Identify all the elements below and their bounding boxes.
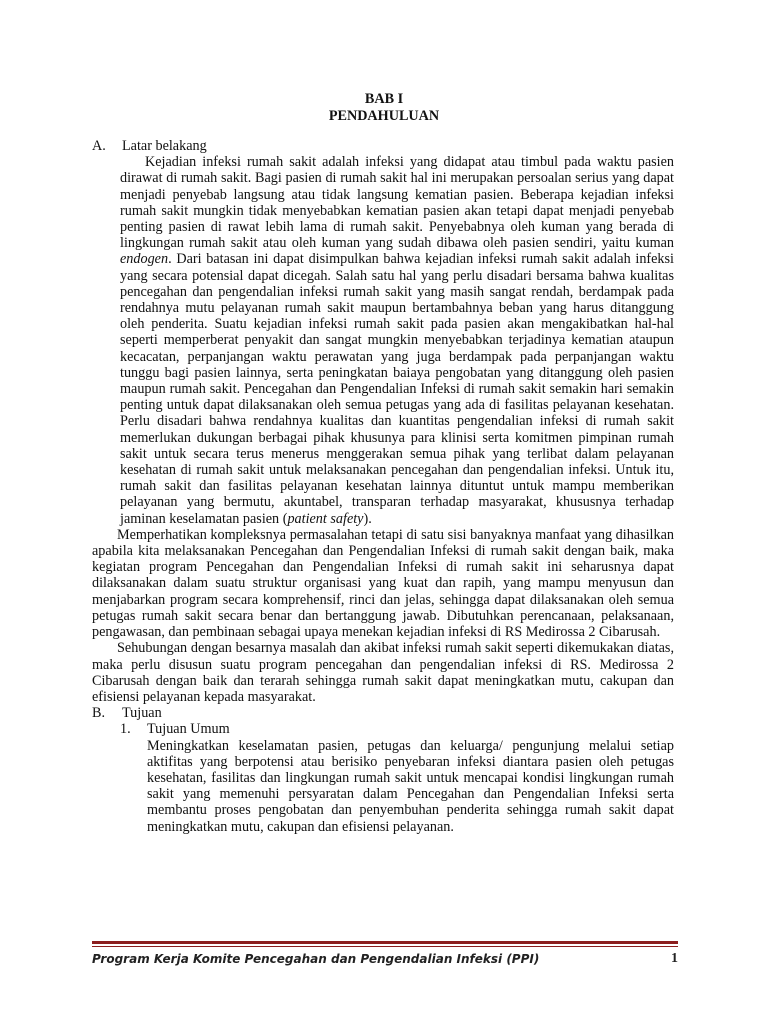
chapter-number: BAB I <box>364 91 404 107</box>
section-a-label: A. <box>92 138 106 154</box>
paragraph-1-part-c: ). <box>363 510 372 527</box>
paragraph-3: Sehubungan dengan besarnya masalah dan akibat infeksi rumah sakit seperti dikemukakan diatas, maka perlu disusun suatu program pencegahan dan pengendalian infeksi di RS. Medirossa 2 Cibarusah dengan baik dan terarah sehingga rumah sakit dapat meningkatkan mutu, cakupan dan efisiensi pelayanan kepada masyarakat. <box>92 640 674 705</box>
section-b-label: B. <box>92 705 106 722</box>
section-b-title: Tujuan <box>122 705 162 722</box>
paragraph-1-italic-term: endogen <box>120 251 169 268</box>
section-a-heading <box>92 138 674 154</box>
section-b-heading <box>92 705 674 721</box>
paragraph-1-part-b: . Dari batasan ini dapat disimpulkan bahwa kejadian infeksi rumah sakit adalah infeksi yang secara potensial dapat dicegah. Salah satu hal yang perlu disadari bersama bahwa kualitas pencegahan dan pengendalian infeksi rumah sakit yang masih sangat rendah, berdampak pada rendahnya mutu pelayanan rumah sakit maupun bertambahnya beban yang harus ditanggung oleh penderita. Suatu kejadian infeksi rumah sakit pada pasien akan mengakibatkan hal-hal seperti memperberat penyakit dan sangat mungkin menyebabkan terjadinya kematian ataupun kecacatan, perpanjangan waktu perawatan yang juga berdampak pada perpanjangan waktu tunggu bagi pasien lainnya, serta peningkatan baiaya pengobatan yang ditanggung oleh pasien maupun rumah sakit. Pencegahan dan Pengendalian Infeksi di rumah sakit semakin hari semakin penting untuk dapat dilaksanakan oleh semua petugas yang ada di fasilitas pelayanan kesehatan. Perlu disadari bahwa rendahnya kualitas dan kuantitas pengendalian infeksi di rumah sakit memerlukan dukungan berbagai pihak khusunya para klinisi serta komitmen pimpinan rumah sakit untuk secara terus menerus menggerakan semua pihak yang terlibat dalam pelayanan kesehatan di rumah sakit untuk melaksanakan pencegahan dan pengendalian infeksi. Untuk itu, rumah sakit dan fasilitas pelayanan kesehatan lainnya dituntut untuk mampu memberikan pelayanan yang bermutu, akuntabel, transparan terhadap masyarakat, khususnya terhadap jaminan keselamatan pasien ( <box>120 251 674 527</box>
item-1-title: Tujuan Umum <box>147 721 230 738</box>
page-footer <box>92 951 678 967</box>
page-number: 1 <box>671 951 678 966</box>
paragraph-1 <box>120 154 674 527</box>
chapter-title-block <box>0 91 768 125</box>
item-1-text: Meningkatkan keselamatan pasien, petugas dan keluarga/ pengunjung melalui setiap aktifitas yang berpotensi atau berisiko penyebaran infeksi diantara pasien oleh petugas kesehatan, fasilitas dan lingkungan rumah sakit untuk mencapai kondisi lingkungan rumah sakit yang memenuhi persyaratan dalam Pencegahan dan Pengendalian Infeksi serta membantu proses pengobatan dan penyembuhan penderita sehingga rumah sakit dapat meningkatkan mutu, cakupan dan efisiensi pelayanan. <box>147 737 674 835</box>
document-body <box>92 138 674 835</box>
item-1-heading <box>120 721 674 737</box>
section-a-title: Latar belakang <box>122 138 207 154</box>
footer-rule-thick <box>92 941 678 944</box>
footer-title: Program Kerja Komite Pencegahan dan Pengendalian Infeksi (PPI) <box>92 952 540 966</box>
paragraph-1-italic-term-2: patient safety <box>287 510 364 527</box>
paragraph-2: Memperhatikan kompleksnya permasalahan tetapi di satu sisi banyaknya manfaat yang dihasilkan apabila kita melaksanakan Pencegahan dan Pengendalian Infeksi di rumah sakit dengan baik, maka kegiatan program Pencegahan dan Pengendalian Infeksi di rumah sakit ini seharusnya dapat dilaksanakan dalam suatu struktur organisasi yang kuat dan rapih, yang mampu menyusun dan menjabarkan program secara komprehensif, rinci dan jelas, sehingga dapat dilaksanakan oleh semua petugas rumah sakit secara benar dan bertanggung jawab. Dibutuhkan perencanaan, pelaksanaan, pengawasan, dan pembinaan sebagai upaya menekan kejadian infeksi di RS Medirossa 2 Cibarusah. <box>92 526 674 641</box>
paragraph-1-part-a: Kejadian infeksi rumah sakit adalah infeksi yang didapat atau timbul pada waktu pasien dirawat di rumah sakit. Bagi pasien di rumah sakit hal ini merupakan persoalan serius yang dapat menjadi penyebab langsung atau tidak langsung kematian pasien. Beberapa kejadian infeksi rumah sakit mungkin tidak menyebabkan kematian pasien akan tetapi dapat menjadi penyebab penting pasien di rawat lebih lama di rumah sakit. Penyebabnya oleh kuman yang berada di lingkungan rumah sakit atau oleh kuman yang sudah dibawa oleh pasien sendiri, yaitu kuman <box>120 154 674 252</box>
item-1-label: 1. <box>120 721 131 738</box>
footer-rule-thin <box>92 946 678 947</box>
chapter-title: PENDAHULUAN <box>328 108 440 124</box>
